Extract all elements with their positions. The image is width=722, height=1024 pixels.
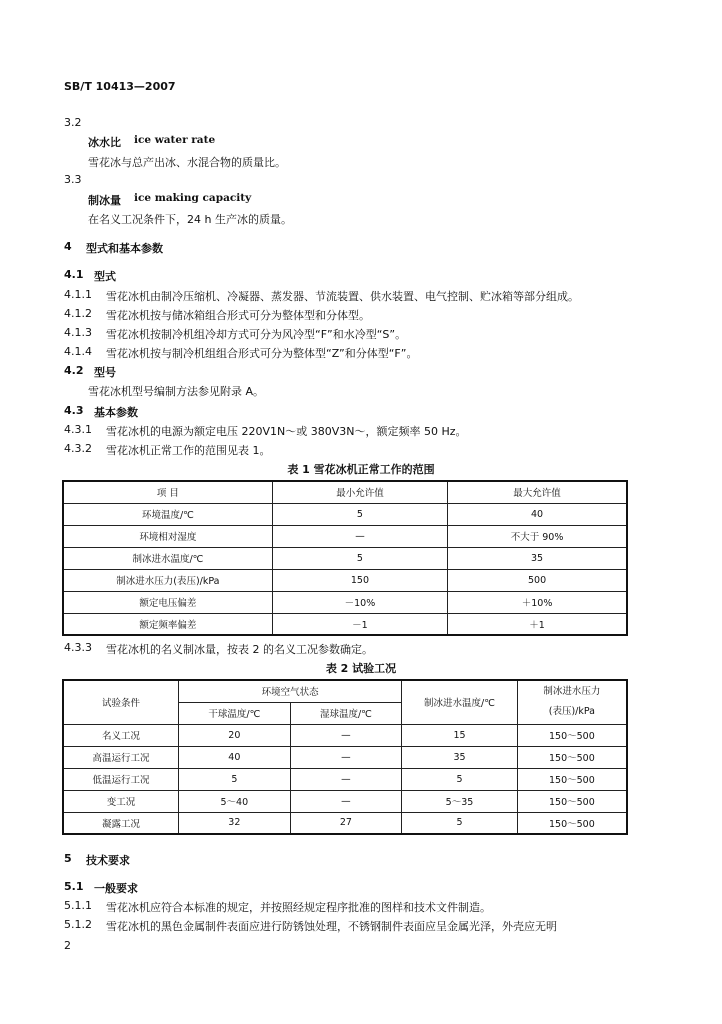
table-cell: ＋1 xyxy=(448,613,627,635)
table-cell: 制冰进水温度/℃ xyxy=(63,547,272,569)
table-row xyxy=(63,746,627,768)
table-row xyxy=(63,525,627,547)
table-cell: 凝露工况 xyxy=(63,812,179,834)
table2-header: 制冰进水温度/℃ xyxy=(402,680,518,724)
clause-number: 4.3.2 xyxy=(64,442,92,455)
table-cell: 40 xyxy=(179,746,291,768)
clause-text: 雪花冰机的电源为额定电压 220V1N～或 380V3N～，额定频率 50 Hz。 xyxy=(106,425,467,438)
clause-text: 雪花冰机正常工作的范围见表 1。 xyxy=(106,444,271,457)
table-row xyxy=(63,547,627,569)
chapter-title: 型式和基本参数 xyxy=(86,242,163,255)
table-cell: 不大于 90% xyxy=(448,525,627,547)
table1-header: 最小允许值 xyxy=(272,481,447,503)
table2-header: 试验条件 xyxy=(63,680,179,724)
standard-code: SB/T 10413—2007 xyxy=(64,80,176,93)
table-cell: －10% xyxy=(272,591,447,613)
table-cell: 35 xyxy=(448,547,627,569)
term-english: ice water rate xyxy=(134,134,216,146)
section-number: 3.3 xyxy=(64,173,82,186)
table1-header: 项 目 xyxy=(63,481,272,503)
clause-text: 雪花冰机按制冷机组冷却方式可分为风冷型“F”和水冷型“S”。 xyxy=(106,328,407,341)
table-row xyxy=(63,503,627,525)
table-cell: 环境温度/℃ xyxy=(63,503,272,525)
clause-text: 雪花冰机型号编制方法参见附录 A。 xyxy=(88,385,265,398)
clause-text: 雪花冰机的名义制冰量，按表 2 的名义工况参数确定。 xyxy=(106,643,373,656)
table-cell: 5 xyxy=(272,503,447,525)
table-cell: 150 xyxy=(272,569,447,591)
table-cell: 名义工况 xyxy=(63,724,179,746)
table-cell: 35 xyxy=(402,746,518,768)
table-cell: 27 xyxy=(290,812,402,834)
table-cell: — xyxy=(272,525,447,547)
table-cell: 5～35 xyxy=(402,790,518,812)
clause-number: 4.1.2 xyxy=(64,307,92,320)
clause-text: 雪花冰机的黑色金属制件表面应进行防锈蚀处理，不锈钢制件表面应呈金属光泽，外壳应无明 xyxy=(106,920,557,933)
clause-number: 4.1.3 xyxy=(64,326,92,339)
table-cell: 15 xyxy=(402,724,518,746)
table-cell: 高温运行工况 xyxy=(63,746,179,768)
clause-text: 雪花冰机应符合本标准的规定，并按照经规定程序批准的图样和技术文件制造。 xyxy=(106,901,491,914)
clause-number: 5.1.2 xyxy=(64,918,92,931)
section-number: 4.3 xyxy=(64,404,84,417)
clause-text: 雪花冰机按与储冰箱组合形式可分为整体型和分体型。 xyxy=(106,309,370,322)
table-row xyxy=(63,569,627,591)
table2-caption: 表 2 试验工况 xyxy=(325,662,397,675)
table1 xyxy=(62,480,628,636)
table-cell: 40 xyxy=(448,503,627,525)
table-cell: 500 xyxy=(448,569,627,591)
chapter-number: 5 xyxy=(64,852,72,865)
table-row xyxy=(63,768,627,790)
table-cell: 150～500 xyxy=(517,812,627,834)
term-chinese: 冰水比 xyxy=(88,136,121,149)
table-cell: 额定电压偏差 xyxy=(63,591,272,613)
clause-text: 雪花冰机由制冷压缩机、冷凝器、蒸发器、节流装置、供水装置、电气控制、贮冰箱等部分组成。 xyxy=(106,290,579,303)
chapter-number: 4 xyxy=(64,240,72,253)
table-cell: 制冰进水压力(表压)/kPa xyxy=(63,569,272,591)
table1-header: 最大允许值 xyxy=(448,481,627,503)
table-row xyxy=(63,790,627,812)
table-cell: 150～500 xyxy=(517,790,627,812)
table-cell: 5 xyxy=(272,547,447,569)
table-cell: 32 xyxy=(179,812,291,834)
section-number: 4.1 xyxy=(64,268,84,281)
clause-number: 4.3.3 xyxy=(64,641,92,654)
table-cell: 额定频率偏差 xyxy=(63,613,272,635)
table1-caption: 表 1 雪花冰机正常工作的范围 xyxy=(287,463,435,476)
table-cell: — xyxy=(290,768,402,790)
table-cell: 20 xyxy=(179,724,291,746)
table-cell: 5～40 xyxy=(179,790,291,812)
table-row xyxy=(63,613,627,635)
table-row xyxy=(63,724,627,746)
clause-text: 雪花冰机按与制冷机组组合形式可分为整体型“Z”和分体型“F”。 xyxy=(106,347,418,360)
table-cell: 低温运行工况 xyxy=(63,768,179,790)
table-cell: 150～500 xyxy=(517,768,627,790)
page-number: 2 xyxy=(64,939,71,952)
table2-header: 干球温度/℃ xyxy=(179,702,291,724)
table-cell: 5 xyxy=(179,768,291,790)
table-cell: — xyxy=(290,746,402,768)
section-title: 型式 xyxy=(94,270,116,283)
table2-header: 制冰进水压力 (表压)/kPa xyxy=(517,680,627,724)
table-cell: — xyxy=(290,724,402,746)
table-cell: 5 xyxy=(402,812,518,834)
table-cell: 150～500 xyxy=(517,724,627,746)
section-title: 一般要求 xyxy=(94,882,138,895)
table2-header: 湿球温度/℃ xyxy=(290,702,402,724)
table2 xyxy=(62,679,628,835)
clause-number: 5.1.1 xyxy=(64,899,92,912)
chapter-title: 技术要求 xyxy=(86,854,130,867)
term-english: ice making capacity xyxy=(134,192,252,204)
table2-header: 环境空气状态 xyxy=(179,680,402,702)
table-cell: 5 xyxy=(402,768,518,790)
section-number: 4.2 xyxy=(64,364,84,377)
term-definition: 在名义工况条件下，24 h 生产冰的质量。 xyxy=(88,213,292,226)
table-cell: 150～500 xyxy=(517,746,627,768)
table-row xyxy=(63,591,627,613)
table-cell: 变工况 xyxy=(63,790,179,812)
section-number: 5.1 xyxy=(64,880,84,893)
term-chinese: 制冰量 xyxy=(88,194,121,207)
table-cell: －1 xyxy=(272,613,447,635)
table-row xyxy=(63,812,627,834)
clause-number: 4.1.4 xyxy=(64,345,92,358)
table-cell: — xyxy=(290,790,402,812)
section-title: 型号 xyxy=(94,366,116,379)
term-definition: 雪花冰与总产出冰、水混合物的质量比。 xyxy=(88,156,286,169)
table-cell: 环境相对湿度 xyxy=(63,525,272,547)
clause-number: 4.1.1 xyxy=(64,288,92,301)
section-number: 3.2 xyxy=(64,116,82,129)
clause-number: 4.3.1 xyxy=(64,423,92,436)
table-cell: ＋10% xyxy=(448,591,627,613)
section-title: 基本参数 xyxy=(94,406,138,419)
